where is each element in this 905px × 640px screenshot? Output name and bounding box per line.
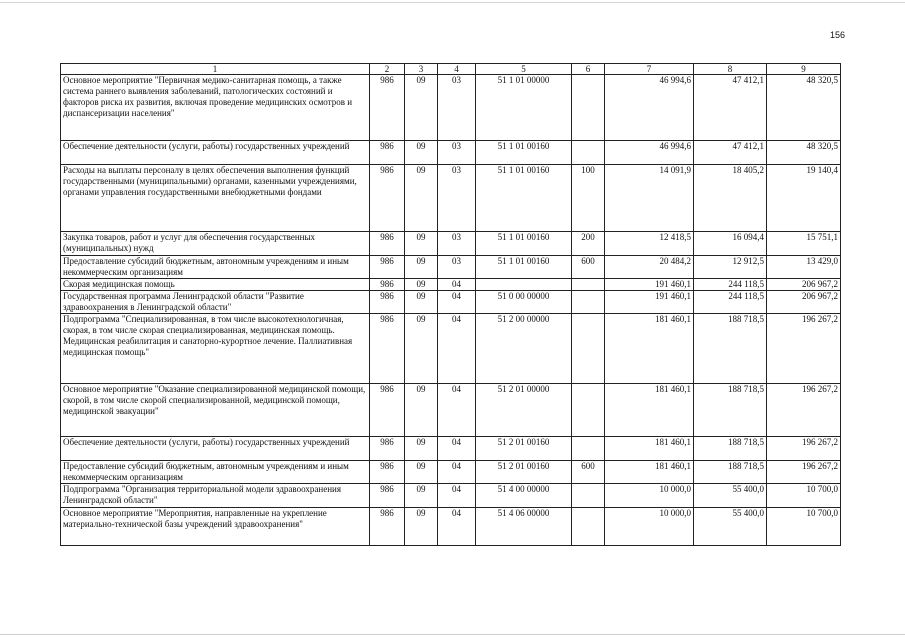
subsection-code-cell: 03: [438, 141, 476, 165]
header-cell: 7: [605, 64, 694, 75]
table-row: [61, 279, 841, 291]
target-article-cell: 51 1 01 00160: [476, 256, 572, 279]
expense-type-cell: [572, 291, 605, 314]
amount-col8-cell: 47 412,1: [694, 141, 767, 165]
budget-table: [60, 63, 841, 546]
table-row: [61, 75, 841, 141]
header-cell: 9: [767, 64, 841, 75]
section-code-cell: 09: [405, 437, 438, 461]
ministry-code-cell: 986: [370, 165, 405, 232]
section-code-cell: 09: [405, 75, 438, 141]
table-row: [61, 314, 841, 384]
expense-type-cell: 600: [572, 461, 605, 484]
section-code-cell: 09: [405, 384, 438, 437]
ministry-code-cell: 986: [370, 141, 405, 165]
amount-col9-cell: 48 320,5: [767, 141, 841, 165]
amount-col7-cell: 181 460,1: [605, 461, 694, 484]
amount-col9-cell: 206 967,2: [767, 291, 841, 314]
amount-col8-cell: 18 405,2: [694, 165, 767, 232]
expense-type-cell: [572, 384, 605, 437]
target-article-cell: 51 2 01 00160: [476, 461, 572, 484]
row-name-cell: Скорая медицинская помощь: [61, 279, 370, 291]
amount-col7-cell: 181 460,1: [605, 314, 694, 384]
subsection-code-cell: 03: [438, 75, 476, 141]
subsection-code-cell: 04: [438, 484, 476, 508]
expense-type-cell: [572, 314, 605, 384]
scan-edge-top: [0, 2, 905, 3]
amount-col8-cell: 244 118,5: [694, 291, 767, 314]
row-name-cell: Основное мероприятие "Первичная медико-санитарная помощь, а также система раннего выявления заболеваний, патологических состояний и факторов риска их развития, включая проведение медицинских осмотров и диспансеризации населения": [61, 75, 370, 141]
row-name-cell: Расходы на выплаты персоналу в целях обеспечения выполнения функций государственными (муниципальными) органами, казенными учреждениями, органами управления государственными внебюджетными фондами: [61, 165, 370, 232]
target-article-cell: 51 2 01 00160: [476, 437, 572, 461]
target-article-cell: 51 4 06 00000: [476, 508, 572, 546]
amount-col7-cell: 10 000,0: [605, 484, 694, 508]
target-article-cell: 51 1 01 00000: [476, 75, 572, 141]
header-row: [61, 64, 841, 75]
section-code-cell: 09: [405, 314, 438, 384]
subsection-code-cell: 03: [438, 165, 476, 232]
ministry-code-cell: 986: [370, 314, 405, 384]
amount-col9-cell: 13 429,0: [767, 256, 841, 279]
header-cell: 1: [61, 64, 370, 75]
amount-col8-cell: 16 094,4: [694, 232, 767, 256]
amount-col8-cell: 188 718,5: [694, 384, 767, 437]
target-article-cell: 51 4 00 00000: [476, 484, 572, 508]
expense-type-cell: [572, 484, 605, 508]
ministry-code-cell: 986: [370, 461, 405, 484]
amount-col8-cell: 12 912,5: [694, 256, 767, 279]
amount-col7-cell: 10 000,0: [605, 508, 694, 546]
amount-col9-cell: 15 751,1: [767, 232, 841, 256]
table-row: [61, 508, 841, 546]
header-cell: 3: [405, 64, 438, 75]
amount-col9-cell: 10 700,0: [767, 484, 841, 508]
subsection-code-cell: 04: [438, 508, 476, 546]
amount-col8-cell: 188 718,5: [694, 437, 767, 461]
header-cell: 8: [694, 64, 767, 75]
table-row: [61, 384, 841, 437]
amount-col7-cell: 181 460,1: [605, 437, 694, 461]
ministry-code-cell: 986: [370, 75, 405, 141]
expense-type-cell: [572, 279, 605, 291]
table-row: [61, 256, 841, 279]
amount-col7-cell: 181 460,1: [605, 384, 694, 437]
amount-col9-cell: 196 267,2: [767, 437, 841, 461]
amount-col9-cell: 19 140,4: [767, 165, 841, 232]
expense-type-cell: 200: [572, 232, 605, 256]
row-name-cell: Предоставление субсидий бюджетным, автономным учреждениям и иным некоммерческим организациям: [61, 256, 370, 279]
target-article-cell: 51 1 01 00160: [476, 165, 572, 232]
page-number: 156: [830, 30, 846, 40]
table-row: [61, 141, 841, 165]
ministry-code-cell: 986: [370, 256, 405, 279]
row-name-cell: Основное мероприятие "Оказание специализированной медицинской помощи, скорой, в том числе скорой специализированной, медицинской помощи, медицинской эвакуации": [61, 384, 370, 437]
target-article-cell: 51 1 01 00160: [476, 141, 572, 165]
amount-col9-cell: 10 700,0: [767, 508, 841, 546]
ministry-code-cell: 986: [370, 291, 405, 314]
amount-col9-cell: 196 267,2: [767, 314, 841, 384]
ministry-code-cell: 986: [370, 437, 405, 461]
ministry-code-cell: 986: [370, 484, 405, 508]
ministry-code-cell: 986: [370, 508, 405, 546]
section-code-cell: 09: [405, 256, 438, 279]
subsection-code-cell: 04: [438, 314, 476, 384]
amount-col8-cell: 188 718,5: [694, 314, 767, 384]
target-article-cell: [476, 279, 572, 291]
amount-col7-cell: 12 418,5: [605, 232, 694, 256]
amount-col9-cell: 206 967,2: [767, 279, 841, 291]
header-cell: 6: [572, 64, 605, 75]
amount-col7-cell: 20 484,2: [605, 256, 694, 279]
amount-col9-cell: 196 267,2: [767, 461, 841, 484]
table-row: [61, 437, 841, 461]
row-name-cell: Закупка товаров, работ и услуг для обеспечения государственных (муниципальных) нужд: [61, 232, 370, 256]
expense-type-cell: 600: [572, 256, 605, 279]
table-row: [61, 461, 841, 484]
row-name-cell: Обеспечение деятельности (услуги, работы) государственных учреждений: [61, 437, 370, 461]
section-code-cell: 09: [405, 279, 438, 291]
target-article-cell: 51 2 00 00000: [476, 314, 572, 384]
target-article-cell: 51 0 00 00000: [476, 291, 572, 314]
expense-type-cell: [572, 508, 605, 546]
amount-col7-cell: 191 460,1: [605, 291, 694, 314]
section-code-cell: 09: [405, 484, 438, 508]
table-row: [61, 165, 841, 232]
scan-edge-bottom: [0, 634, 905, 635]
row-name-cell: Подпрограмма "Специализированная, в том числе высокотехнологичная, скорая, в том числе скорая специализированная, медицинская помощь. Медицинская реабилитация и санаторно-курортное лечение. Паллиативная медицинская помощь": [61, 314, 370, 384]
amount-col8-cell: 188 718,5: [694, 461, 767, 484]
subsection-code-cell: 04: [438, 437, 476, 461]
amount-col8-cell: 55 400,0: [694, 508, 767, 546]
target-article-cell: 51 1 01 00160: [476, 232, 572, 256]
amount-col8-cell: 244 118,5: [694, 279, 767, 291]
row-name-cell: Обеспечение деятельности (услуги, работы) государственных учреждений: [61, 141, 370, 165]
subsection-code-cell: 04: [438, 279, 476, 291]
amount-col8-cell: 47 412,1: [694, 75, 767, 141]
ministry-code-cell: 986: [370, 232, 405, 256]
expense-type-cell: [572, 141, 605, 165]
header-cell: 5: [476, 64, 572, 75]
row-name-cell: Подпрограмма "Организация территориальной модели здравоохранения Ленинградской области": [61, 484, 370, 508]
row-name-cell: Основное мероприятие "Мероприятия, направленные на укрепление материально-технической базы учреждений здравоохранения": [61, 508, 370, 546]
amount-col7-cell: 46 994,6: [605, 75, 694, 141]
section-code-cell: 09: [405, 165, 438, 232]
ministry-code-cell: 986: [370, 279, 405, 291]
section-code-cell: 09: [405, 508, 438, 546]
amount-col7-cell: 46 994,6: [605, 141, 694, 165]
row-name-cell: Предоставление субсидий бюджетным, автономным учреждениям и иным некоммерческим организациям: [61, 461, 370, 484]
amount-col9-cell: 48 320,5: [767, 75, 841, 141]
header-cell: 2: [370, 64, 405, 75]
header-cell: 4: [438, 64, 476, 75]
ministry-code-cell: 986: [370, 384, 405, 437]
table-row: [61, 232, 841, 256]
expense-type-cell: [572, 75, 605, 141]
amount-col9-cell: 196 267,2: [767, 384, 841, 437]
subsection-code-cell: 03: [438, 256, 476, 279]
section-code-cell: 09: [405, 461, 438, 484]
table-row: [61, 484, 841, 508]
subsection-code-cell: 04: [438, 461, 476, 484]
amount-col7-cell: 14 091,9: [605, 165, 694, 232]
amount-col7-cell: 191 460,1: [605, 279, 694, 291]
subsection-code-cell: 04: [438, 291, 476, 314]
section-code-cell: 09: [405, 141, 438, 165]
expense-type-cell: 100: [572, 165, 605, 232]
subsection-code-cell: 03: [438, 232, 476, 256]
target-article-cell: 51 2 01 00000: [476, 384, 572, 437]
section-code-cell: 09: [405, 232, 438, 256]
expense-type-cell: [572, 437, 605, 461]
amount-col8-cell: 55 400,0: [694, 484, 767, 508]
table-row: [61, 291, 841, 314]
section-code-cell: 09: [405, 291, 438, 314]
subsection-code-cell: 04: [438, 384, 476, 437]
row-name-cell: Государственная программа Ленинградской области "Развитие здравоохранения в Ленинградской области": [61, 291, 370, 314]
